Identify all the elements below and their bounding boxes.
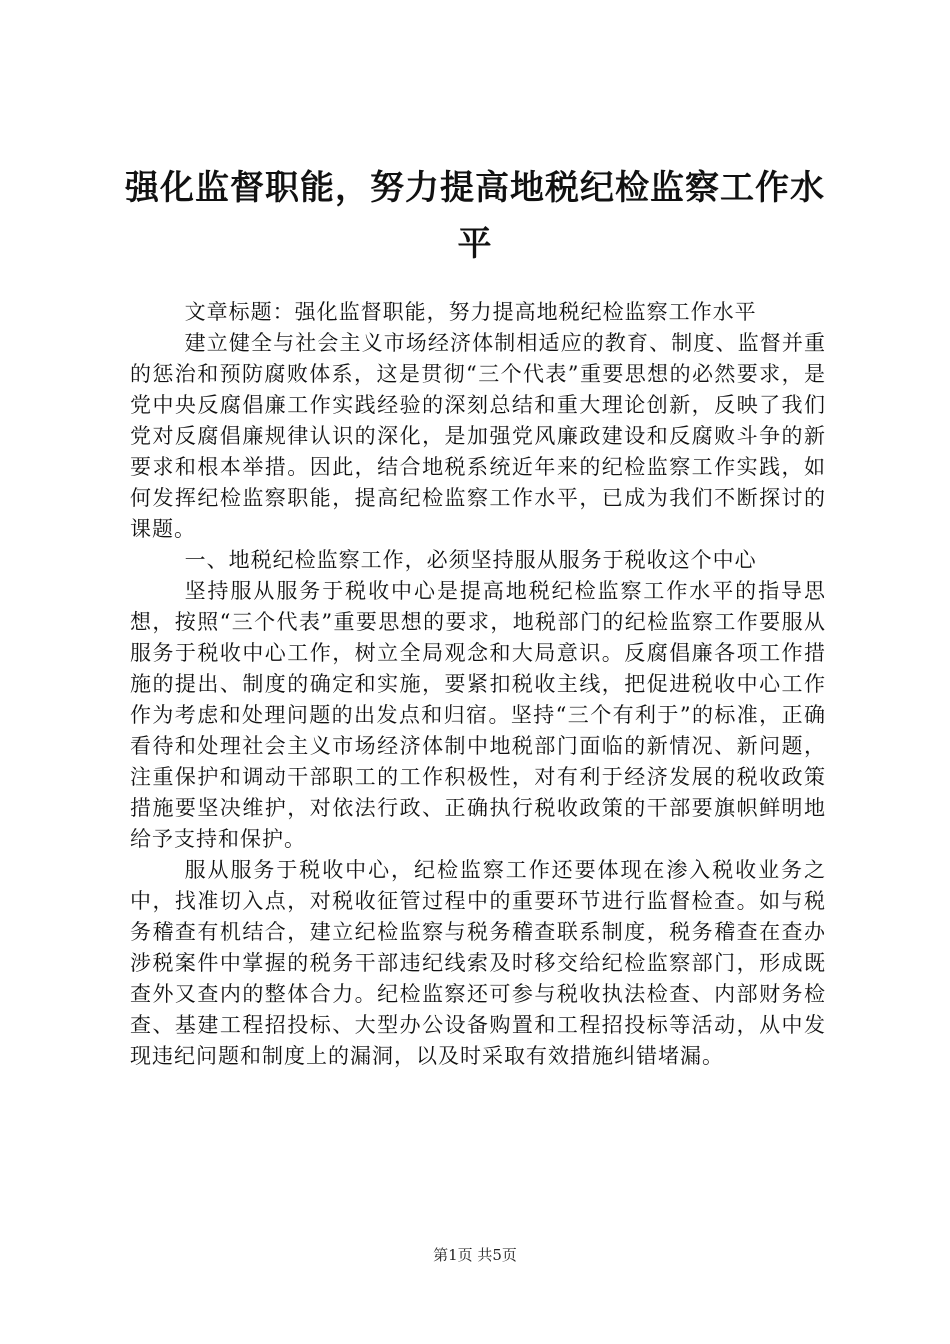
body-paragraph: 服从服务于税收中心，纪检监察工作还要体现在渗入税收业务之中，找准切入点，对税收征管过程中的重要环节进行监督检查。如与税务稽查有机结合，建立纪检监察与税务稽查联系制度，税务稽查在查办涉税案件中掌握的税务干部违纪线索及时移交给纪检监察部门，形成既查外又查内的整体合力。纪检监察还可参与税收执法检查、内部财务检查、基建工程招投标、大型办公设备购置和工程招投标等活动，从中发现违纪问题和制度上的漏洞，以及时采取有效措施纠错堵漏。 [130, 858, 826, 1068]
intro-paragraph: 建立健全与社会主义市场经济体制相适应的教育、制度、监督并重的惩治和预防腐败体系，这是贯彻“三个代表”重要思想的必然要求，是党中央反腐倡廉工作实践经验的深刻总结和重大理论创新，反映了我们党对反腐倡廉规律认识的深化，是加强党风廉政建设和反腐败斗争的新要求和根本举措。因此，结合地税系统近年来的纪检监察工作实践，如何发挥纪检监察职能，提高纪检监察工作水平，已成为我们不断探讨的课题。 [130, 331, 826, 541]
page-number: 第1页 共5页 [433, 1246, 517, 1264]
document-title: 强化监督职能，努力提高地税纪检监察工作水平 [125, 168, 825, 264]
body-paragraph: 坚持服从服务于税收中心是提高地税纪检监察工作水平的指导思想，按照“三个代表”重要思想的要求，地税部门的纪检监察工作要服从服务于税收中心工作，树立全局观念和大局意识。反腐倡廉各项工作措施的提出、制度的确定和实施，要紧扣税收主线，把促进税收中心工作作为考虑和处理问题的出发点和归宿。坚持“三个有利于”的标准，正确看待和处理社会主义市场经济体制中地税部门面临的新情况、新问题，注重保护和调动干部职工的工作积极性，对有利于经济发展的税收政策措施要坚决维护，对依法行政、正确执行税收政策的干部要旗帜鲜明地给予支持和保护。 [130, 579, 826, 851]
article-title-line: 文章标题：强化监督职能，努力提高地税纪检监察工作水平 [184, 300, 757, 324]
section-heading: 一、地税纪检监察工作，必须坚持服从服务于税收这个中心 [184, 548, 757, 572]
document-body [130, 297, 826, 1072]
